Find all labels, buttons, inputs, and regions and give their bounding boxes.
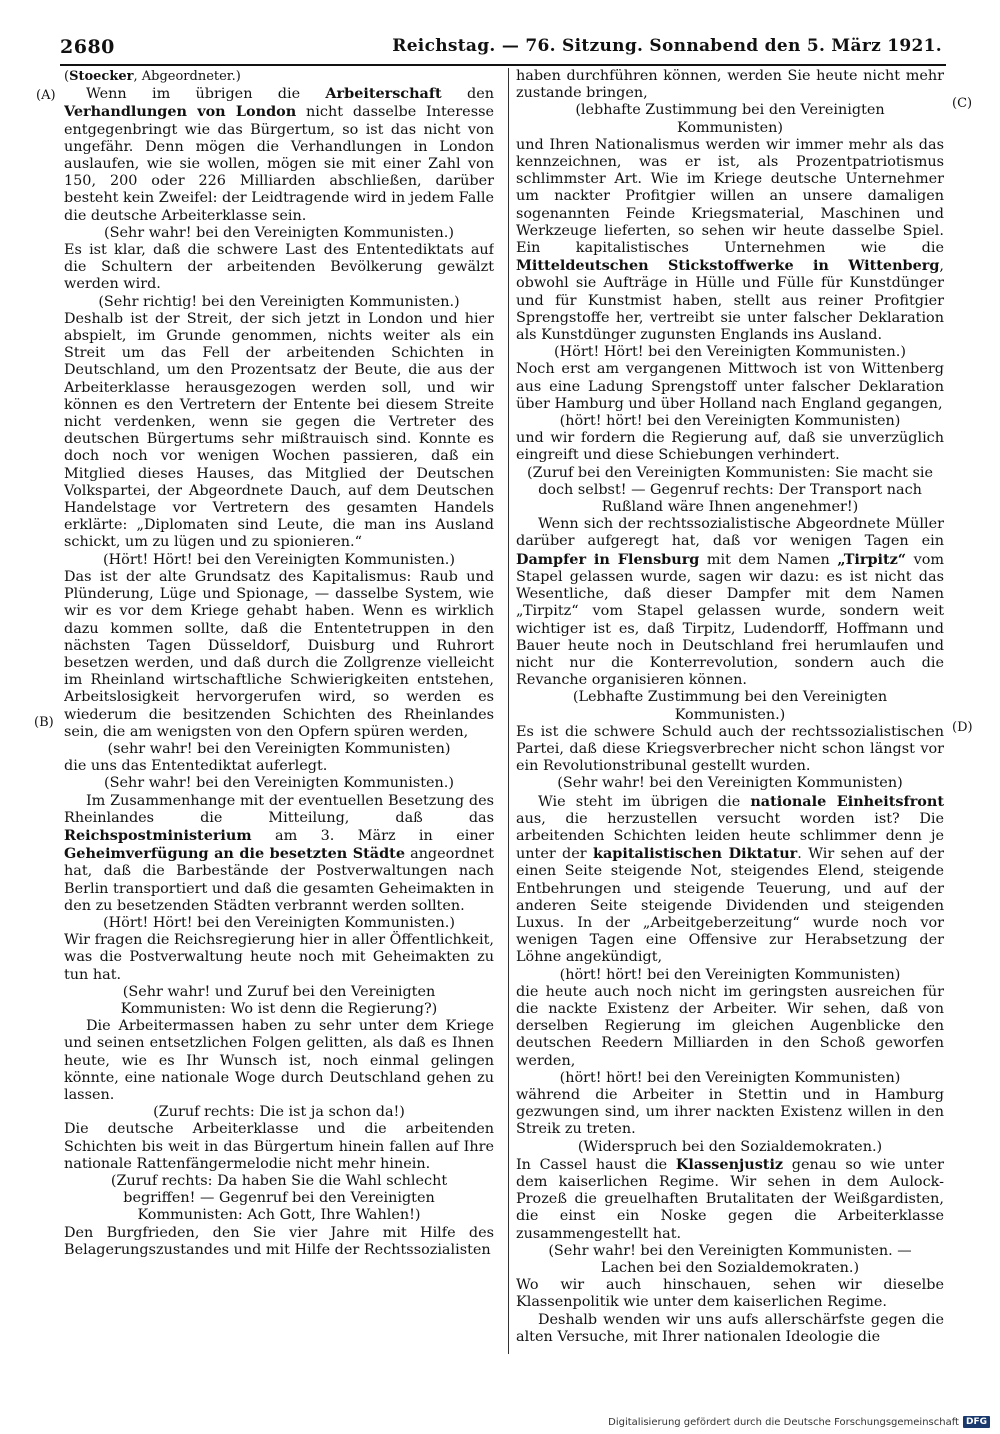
paragraph: Es ist die schwere Schuld auch der rechtssozialistischen Partei, daß diese Kriegsverbrecher nicht schon längst vor ein Revolutionstribunal gestellt wurden. <box>516 723 944 775</box>
paragraph: Im Zusammenhange mit der eventuellen Besetzung des Rheinlandes die Mitteilung, daß das Reichspostministerium am 3. März in einer Geheimverfügung an die besetzten Städte angeordnet hat, daß die Barbestände der Postverwaltungen nach Berlin transportiert und daß die gesamten Geheimakten in den zu besetzenden Städten verbrannt werden sollten. <box>64 792 494 914</box>
paragraph: während die Arbeiter in Stettin und in Hamburg gezwungen sind, um ihrer nackten Existenz willen in den Streik zu treten. <box>516 1086 944 1138</box>
paragraph: Es ist klar, daß die schwere Last des Ententediktats auf die Schultern der arbeitenden Bevölkerung gewälzt werden wird. <box>64 242 494 293</box>
interjection: (lebhafte Zustimmung bei den Vereinigten Kommunisten) <box>575 102 885 136</box>
paragraph: Wir fragen die Reichsregierung hier in aller Öffentlichkeit, was die Postverwaltung heute noch mit Geheimakten zu tun hat. <box>64 932 494 983</box>
interjection: (Sehr wahr! bei den Vereinigten Kommunisten.) <box>104 224 454 241</box>
interjection: (Sehr wahr! bei den Vereinigten Kommunisten) <box>557 775 903 792</box>
interjection: (Sehr wahr! bei den Vereinigten Kommunisten. — Lachen bei den Sozialdemokraten.) <box>548 1242 912 1277</box>
header-rule <box>60 64 946 66</box>
right-column <box>516 68 944 1358</box>
paragraph: haben durchführen können, werden Sie heute nicht mehr zustande bringen, <box>516 68 944 102</box>
page-number: 2680 <box>60 36 115 58</box>
interjection: (sehr wahr! bei den Vereinigten Kommunisten) <box>107 740 451 757</box>
paragraph: Wo wir auch hinschauen, sehen wir dieselbe Klassenpolitik wie unter dem kaiserlichen Regime. <box>516 1277 944 1311</box>
running-title: Reichstag. — 76. Sitzung. Sonnabend den 5. März 1921. <box>392 36 942 56</box>
paragraph: Die Arbeitermassen haben zu sehr unter dem Kriege und seinen entsetzlichen Folgen gelitten, als daß es Ihnen heute, wie es Ihr Wunsch ist, noch einmal gelingen könnte, eine nationale Woge durch Deutschland gehen zu lassen. <box>64 1018 494 1103</box>
interjection: (Sehr richtig! bei den Vereinigten Kommunisten.) <box>98 293 460 310</box>
paragraph: Wie steht im übrigen die nationale Einheitsfront aus, die herzustellen versucht worden ist? Die arbeitenden Schichten leiden heute schlimmer denn je unter der kapitalistischen Diktatur. Wir sehen auf der einen Seite steigende Not, steigendes Elend, steigende Entbehrungen und steigende Teuerung, und auf der anderen Seite steigende Dividenden und steigenden Luxus. In der „Arbeitgeberzeitung“ wurde noch vor wenigen Tagen eine Offensive zur Herabsetzung der Löhne angekündigt, <box>516 792 944 966</box>
paragraph: und Ihren Nationalismus werden wir immer mehr als das kennzeichnen, was er ist, als Prozentpatriotismus schlimmster Art. Wie im Kriege deutsche Unternehmer um nackter Profitgier willen an unsere damaligen sogenannten Feinde Kriegsmaterial, Maschinen und Werkzeuge lieferten, so sehen wir heute dasselbe Spiel. Ein kapitalistisches Unternehmen wie die Mitteldeutschen Stickstoffwerke in Wittenberg, obwohl sie Aufträge in Hülle und Fülle für Kunstdünger und für Kunstmist haben, stellt aus reiner Profitgier Sprengstoffe her, vertreibt sie unter falscher Deklaration als Kunstdünger zugunsten Englands ins Ausland. <box>516 136 944 344</box>
paragraph: Wenn im übrigen die Arbeiterschaft den Verhandlungen von London nicht dasselbe Interesse entgegenbringt wie das Bürgertum, so ist das nicht von ungefähr. Denn mögen die Verhandlungen in London auslaufen, wie sie wollen, mögen sie mit einer Zahl von 150, 200 oder 226 Milliarden abschließen, darüber besteht kein Zweifel: der Leidtragende wird in jedem Falle die deutsche Arbeiterklasse sein. <box>64 85 494 224</box>
paragraph: und wir fordern die Regierung auf, daß sie unverzüglich eingreift und diese Schiebungen verhindert. <box>516 430 944 464</box>
paragraph: Deshalb ist der Streit, der sich jetzt in London und hier abspielt, im Grunde genommen, nichts weiter als ein Streit um das Fell der arbeitenden Schichten in Deutschland, um den Prozentsatz der Beute, die aus der Arbeiterklasse herausgezogen werden soll, und wir können es den Vertretern der Entente bei diesem Streite nicht verdenken, wenn sie gegen die Vertreter des deutschen Bürgertums sehr mißtrauisch sind. Konnte es doch noch vor wenigen Wochen passieren, daß ein Mitglied dieses Hauses, das Mitglied der Deutschen Volkspartei, der Abgeordnete Dauch, auf dem Deutschen Handelstage vor Vertretern des gesamten Handels erklärte: „Diplomaten sind Leute, die man ins Ausland schickt, um zu lügen und zu spionieren.“ <box>64 310 494 551</box>
margin-marker-d: (D) <box>952 720 973 735</box>
interjection: (Zuruf rechts: Die ist ja schon da!) <box>153 1104 405 1121</box>
interjection: (Hört! Hört! bei den Vereinigten Kommunisten.) <box>103 914 455 931</box>
paragraph: Noch erst am vergangenen Mittwoch ist von Wittenberg aus eine Ladung Sprengstoff unter falscher Deklaration über Hamburg und über Holland nach England gegangen, <box>516 361 944 412</box>
margin-marker-b: (B) <box>34 715 54 730</box>
interjection: (Lebhafte Zustimmung bei den Vereinigten Kommunisten.) <box>572 689 888 723</box>
interjection: (Hört! Hört! bei den Vereinigten Kommunisten.) <box>103 551 455 568</box>
left-column <box>64 68 494 1358</box>
interjection: (Zuruf bei den Vereinigten Kommunisten: Sie macht sie doch selbst! — Gegenruf rechts: Der Transport nach Rußland wäre Ihnen angenehmer!) <box>526 464 933 516</box>
paragraph: die uns das Ententediktat auferlegt. <box>64 758 328 775</box>
paragraph: Die deutsche Arbeiterklasse und die arbeitenden Schichten bis weit in das Bürgertum hinein fallen auf Ihre nationale Rattenfängermelodie nicht mehr hinein. <box>64 1121 494 1172</box>
paragraph: Das ist der alte Grundsatz des Kapitalismus: Raub und Plünderung, Lüge und Spionage, — dasselbe System, wie wir es vor dem Kriege gehabt haben. Wenn es wirklich dazu kommen sollte, daß die Ententetruppen in den nächsten Tagen Düsseldorf, Duisburg und Ruhrort besetzen werden, und daß durch die Zollgrenze vielleicht im Rheinland wirtschaftliche Schwierigkeiten entstehen, Arbeitslosigkeit hervorgerufen wird, so werden es wiederum die besitzenden Schichten des Rheinlandes sein, die am wenigsten von den Opfern spüren werden, <box>64 568 494 740</box>
interjection: (Hört! Hört! bei den Vereinigten Kommunisten.) <box>554 344 906 361</box>
interjection: (Sehr wahr! und Zuruf bei den Vereinigten Kommunisten: Wo ist denn die Regierung?) <box>120 983 438 1017</box>
speaker-label: (Stoecker, Abgeordneter.) <box>64 69 241 84</box>
paragraph: In Cassel haust die Klassenjustiz genau so wie unter dem kaiserlichen Regime. Wir sehen in dem Aulock-Prozeß die greuelhaften Brutalitaten der Weißgardisten, die einst ein Noske gegen die Arbeiterklasse zusammengestellt hat. <box>516 1155 944 1242</box>
interjection: (Zuruf rechts: Da haben Sie die Wahl schlecht begriffen! — Gegenruf bei den Vereinigten Kommunisten: Ach Gott, Ihre Wahlen!) <box>110 1173 448 1224</box>
footer <box>608 1416 990 1428</box>
interjection: (Widerspruch bei den Sozialdemokraten.) <box>577 1138 883 1155</box>
column-divider <box>508 68 509 1354</box>
interjection: (hört! hört! bei den Vereinigten Kommunisten) <box>559 966 901 983</box>
paragraph: Deshalb wenden wir uns aufs allerschärfste gegen die alten Versuche, mit Ihrer nationalen Ideologie die <box>516 1311 944 1345</box>
dfg-logo: DFG <box>963 1416 990 1428</box>
interjection: (Sehr wahr! bei den Vereinigten Kommunisten.) <box>104 775 454 792</box>
interjection: (hört! hört! bei den Vereinigten Kommunisten) <box>559 1069 901 1086</box>
margin-marker-a: (A) <box>36 88 56 103</box>
paragraph: die heute auch noch nicht im geringsten ausreichen für die nackte Existenz der Arbeiter. Wir sehen, daß von derselben Regierung im gleichen Augenblicke den deutschen Reedern Milliarden in den Schoß geworfen werden, <box>516 983 944 1069</box>
page-header <box>60 36 942 62</box>
margin-marker-c: (C) <box>952 96 973 111</box>
interjection: (hört! hört! bei den Vereinigten Kommunisten) <box>559 413 901 430</box>
paragraph: Den Burgfrieden, den Sie vier Jahre mit Hilfe des Belagerungszustandes und mit Hilfe der Rechtssozialisten <box>64 1224 494 1258</box>
footer-credit: Digitalisierung gefördert durch die Deutsche Forschungsgemeinschaft <box>608 1416 959 1428</box>
paragraph: Wenn sich der rechtssozialistische Abgeordnete Müller darüber aufgeregt hat, daß vor wenigen Tagen ein Dampfer in Flensburg mit dem Namen „Tirpitz“ vom Stapel gelassen wurde, sagen wir dazu: es ist nicht das Wesentliche, daß dieser Dampfer mit dem Namen „Tirpitz“ vom Stapel gelassen wurde, sondern weit wichtiger ist es, daß Tirpitz, Ludendorff, Hoffmann und Bauer heute noch in Deutschland frei herumlaufen und nicht nur die Konterrevolution, sondern auch die Revanche organisieren können. <box>516 516 944 689</box>
